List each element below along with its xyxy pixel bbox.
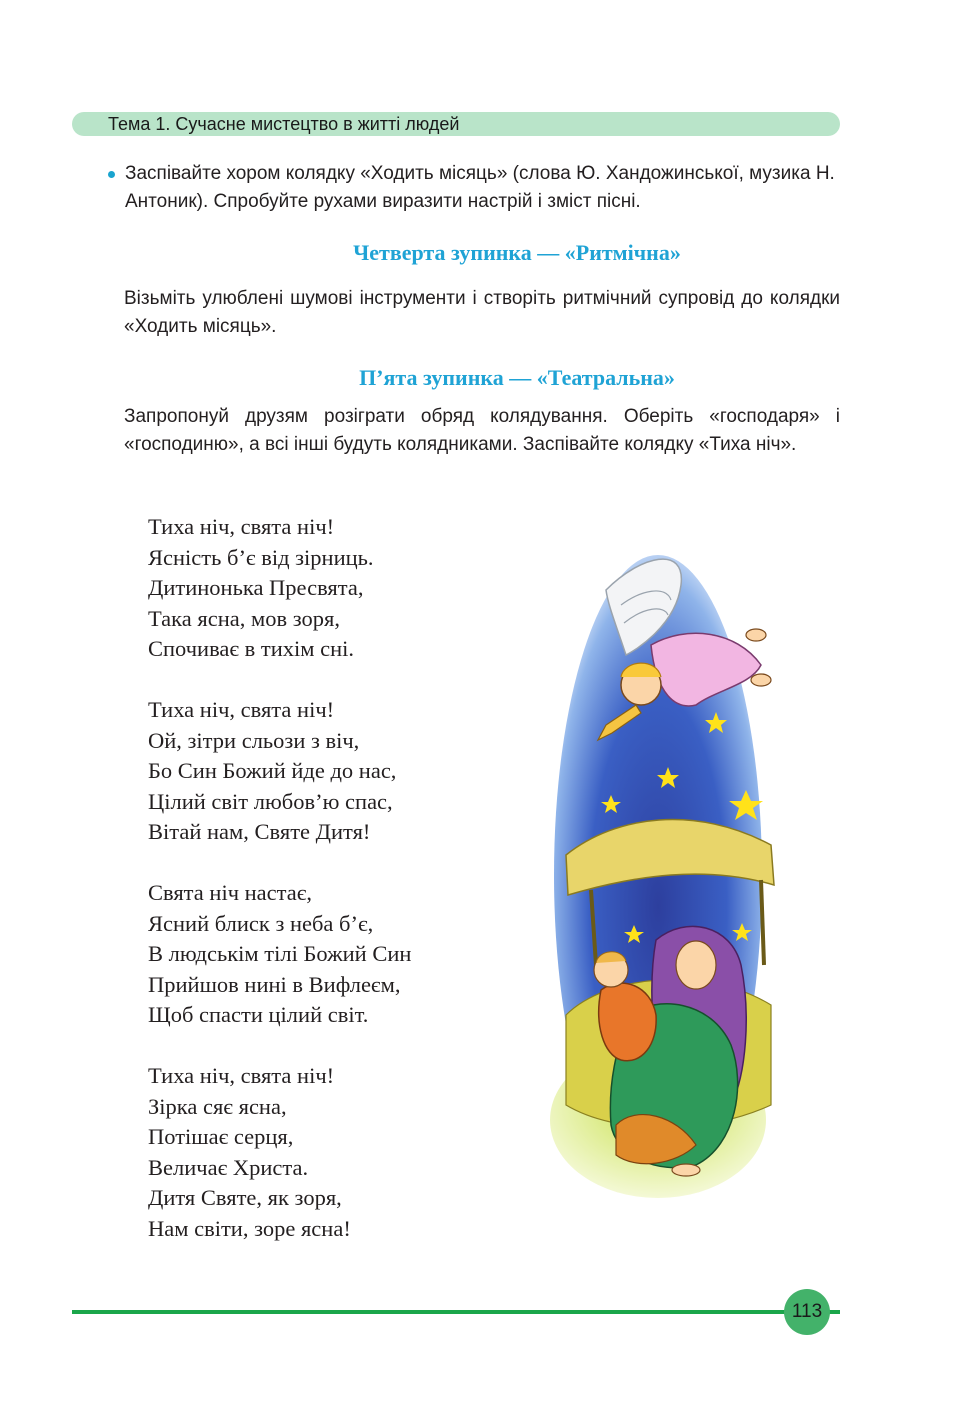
poem-stanza-2 xyxy=(148,695,528,848)
task-bullet xyxy=(108,160,840,216)
poem-line: Тиха ніч, свята ніч! xyxy=(148,697,335,722)
poem-line: Спочиває в тихім сні. xyxy=(148,636,355,661)
mary-face xyxy=(676,941,716,989)
page-number: 113 xyxy=(784,1289,830,1335)
bullet-icon xyxy=(108,171,115,178)
stop5-heading: П’ята зупинка — «Театральна» xyxy=(359,365,675,390)
poem-stanza-3 xyxy=(148,878,528,1031)
poem-line: Цілий світ любов’ю спас, xyxy=(148,788,393,814)
poem-line: Свята ніч настає, xyxy=(148,880,313,905)
topic-header-bar xyxy=(72,112,840,136)
poem xyxy=(148,512,528,1275)
stop4-heading: Четверта зупинка — «Ритмічна» xyxy=(353,240,681,265)
nativity-illustration xyxy=(546,545,786,1205)
poem-line: Ясність б’є від зірниць. xyxy=(148,544,374,570)
poem-line: В людськім тілі Божий Син xyxy=(148,941,412,966)
poem-line: Потішає серця, xyxy=(148,1124,294,1149)
footer-rule xyxy=(72,1310,840,1314)
poem-stanza-4 xyxy=(148,1061,528,1244)
poem-line: Бо Син Божий йде до нас, xyxy=(148,758,397,783)
stop5-text: Запропонуй друзям розіграти обряд колядування. Оберіть «господаря» і «господиню», а всі інші будуть колядниками. Заспівайте колядку «Тиха ніч». xyxy=(124,406,840,455)
poem-line: Тиха ніч, свята ніч! xyxy=(148,1063,335,1088)
task-bullet-text: Заспівайте хором колядку «Ходить місяць» (слова Ю. Хандожинської, музика Н. Антоник). Спробуйте рухами виразити настрій і зміст пісні. xyxy=(125,163,835,212)
poem-line: Дитинонька Пресвята, xyxy=(148,575,364,600)
angel-robe xyxy=(651,633,761,706)
poem-line: Прийшов нині в Вифлеєм, xyxy=(148,971,401,997)
poem-line: Дитя Святе, як зоря, xyxy=(148,1185,342,1210)
poem-stanza-1 xyxy=(148,512,528,665)
poem-line: Ой, зітри сльози з віч, xyxy=(148,727,360,753)
poem-line: Нам світи, зоре ясна! xyxy=(148,1215,351,1241)
topic-title: Тема 1. Сучасне мистецтво в житті людей xyxy=(108,114,460,134)
baby-blanket xyxy=(599,983,656,1061)
poem-line: Щоб спасти цілий світ. xyxy=(148,1002,369,1027)
stop4-text: Візьміть улюблені шумові інструменти і створіть ритмічний супровід до колядки «Ходить місяць». xyxy=(124,288,840,337)
poem-line: Така ясна, мов зоря, xyxy=(148,605,340,631)
poem-line: Тиха ніч, свята ніч! xyxy=(148,514,335,539)
poem-line: Ясний блиск з неба б’є, xyxy=(148,910,374,936)
poem-line: Величає Христа. xyxy=(148,1154,309,1180)
poem-line: Вітай нам, Святе Дитя! xyxy=(148,819,371,844)
poem-line: Зірка сяє ясна, xyxy=(148,1093,287,1119)
